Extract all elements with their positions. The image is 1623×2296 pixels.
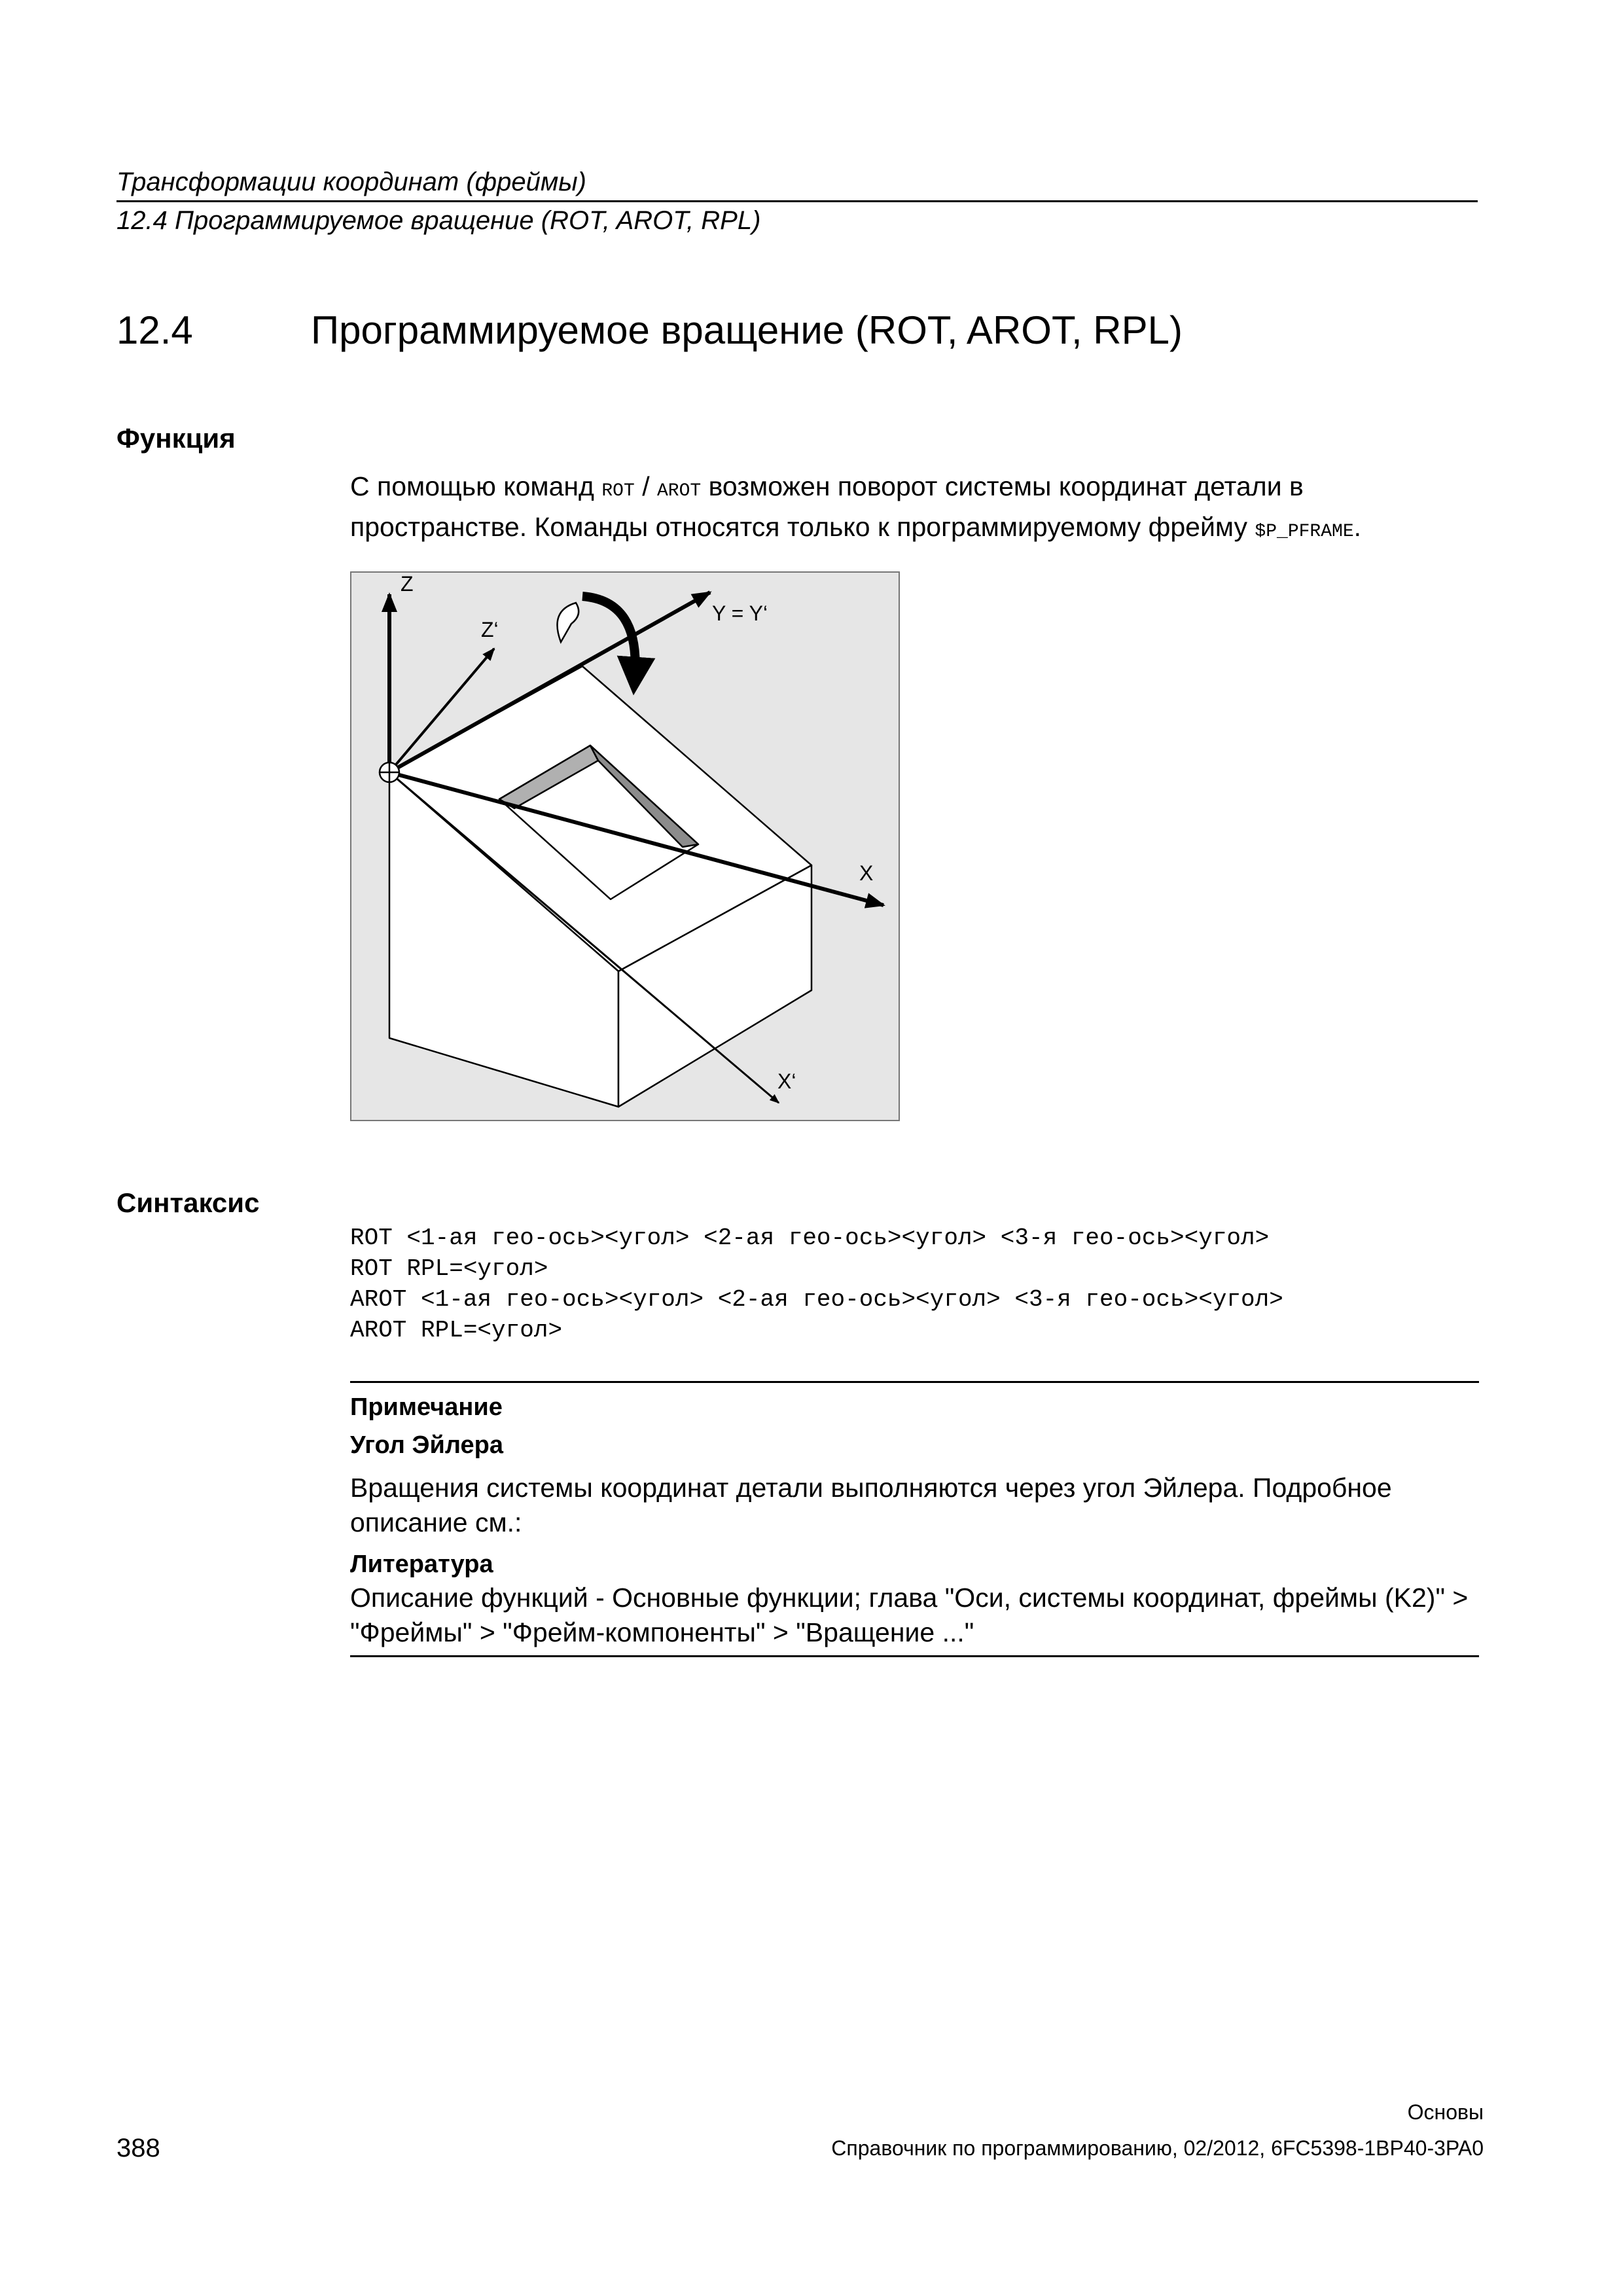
section-title [116,308,1183,353]
syntax-line: AROT RPL=<угол> [350,1317,563,1344]
footer-book: Основы [1407,2100,1484,2124]
literature-text: Описание функций - Основные функции; глава "Оси, системы координат, фреймы (K2)" > "Фреймы" > "Фрейм-компоненты" > "Вращение ..." [350,1583,1469,1647]
code-pframe: $P_PFRAME [1255,522,1354,542]
note-label: Примечание [350,1393,503,1421]
label-z-prime: Z‘ [481,618,499,641]
note-box [350,1381,1479,1657]
literature-label: Литература [350,1551,493,1578]
note-text: Вращения системы координат детали выполняются через угол Эйлера. Подробное описание см.: [350,1473,1392,1537]
syntax-line: AROT <1-ая гео-ось><угол> <2-ая гео-ось><угол> <3-я гео-ось><угол> [350,1286,1283,1313]
function-paragraph [350,469,1476,550]
label-y: Y = Y‘ [712,601,768,625]
syntax-block [350,1223,1283,1346]
intro-text-3: . [1353,512,1362,542]
code-rot: ROT [601,481,635,501]
section-title-text: Программируемое вращение (ROT, AROT, RPL) [311,308,1183,352]
origin-marker [380,762,399,782]
label-x: X [859,861,874,885]
running-header-chapter: Трансформации координат (фреймы) [116,168,586,196]
note-top-rule [350,1381,1479,1383]
function-heading: Функция [116,423,236,454]
syntax-heading: Синтаксис [116,1187,260,1218]
label-z: Z [401,572,414,596]
section-number: 12.4 [116,308,193,352]
note-bottom-rule [350,1655,1479,1657]
running-header [116,164,1478,239]
running-header-section: 12.4 Программируемое вращение (ROT, AROT, RPL) [116,206,761,235]
rotation-figure [350,571,900,1121]
syntax-line: ROT <1-ая гео-ось><угол> <2-ая гео-ось><угол> <3-я гео-ось><угол> [350,1225,1270,1251]
intro-text-1: С помощью команд [350,471,602,501]
note-title: Угол Эйлера [350,1431,503,1459]
page-number: 388 [116,2134,160,2162]
label-x-prime: X‘ [777,1069,796,1093]
code-arot: AROT [656,481,702,501]
intro-sep: / [634,471,657,501]
intro-text-2: возможен поворот системы координат детали в пространстве. Команды относятся только к программируемому фрейму [350,471,1304,542]
footer-doc: Справочник по программированию, 02/2012, 6FC5398-1BP40-3PA0 [831,2136,1484,2160]
syntax-line: ROT RPL=<угол> [350,1255,548,1282]
